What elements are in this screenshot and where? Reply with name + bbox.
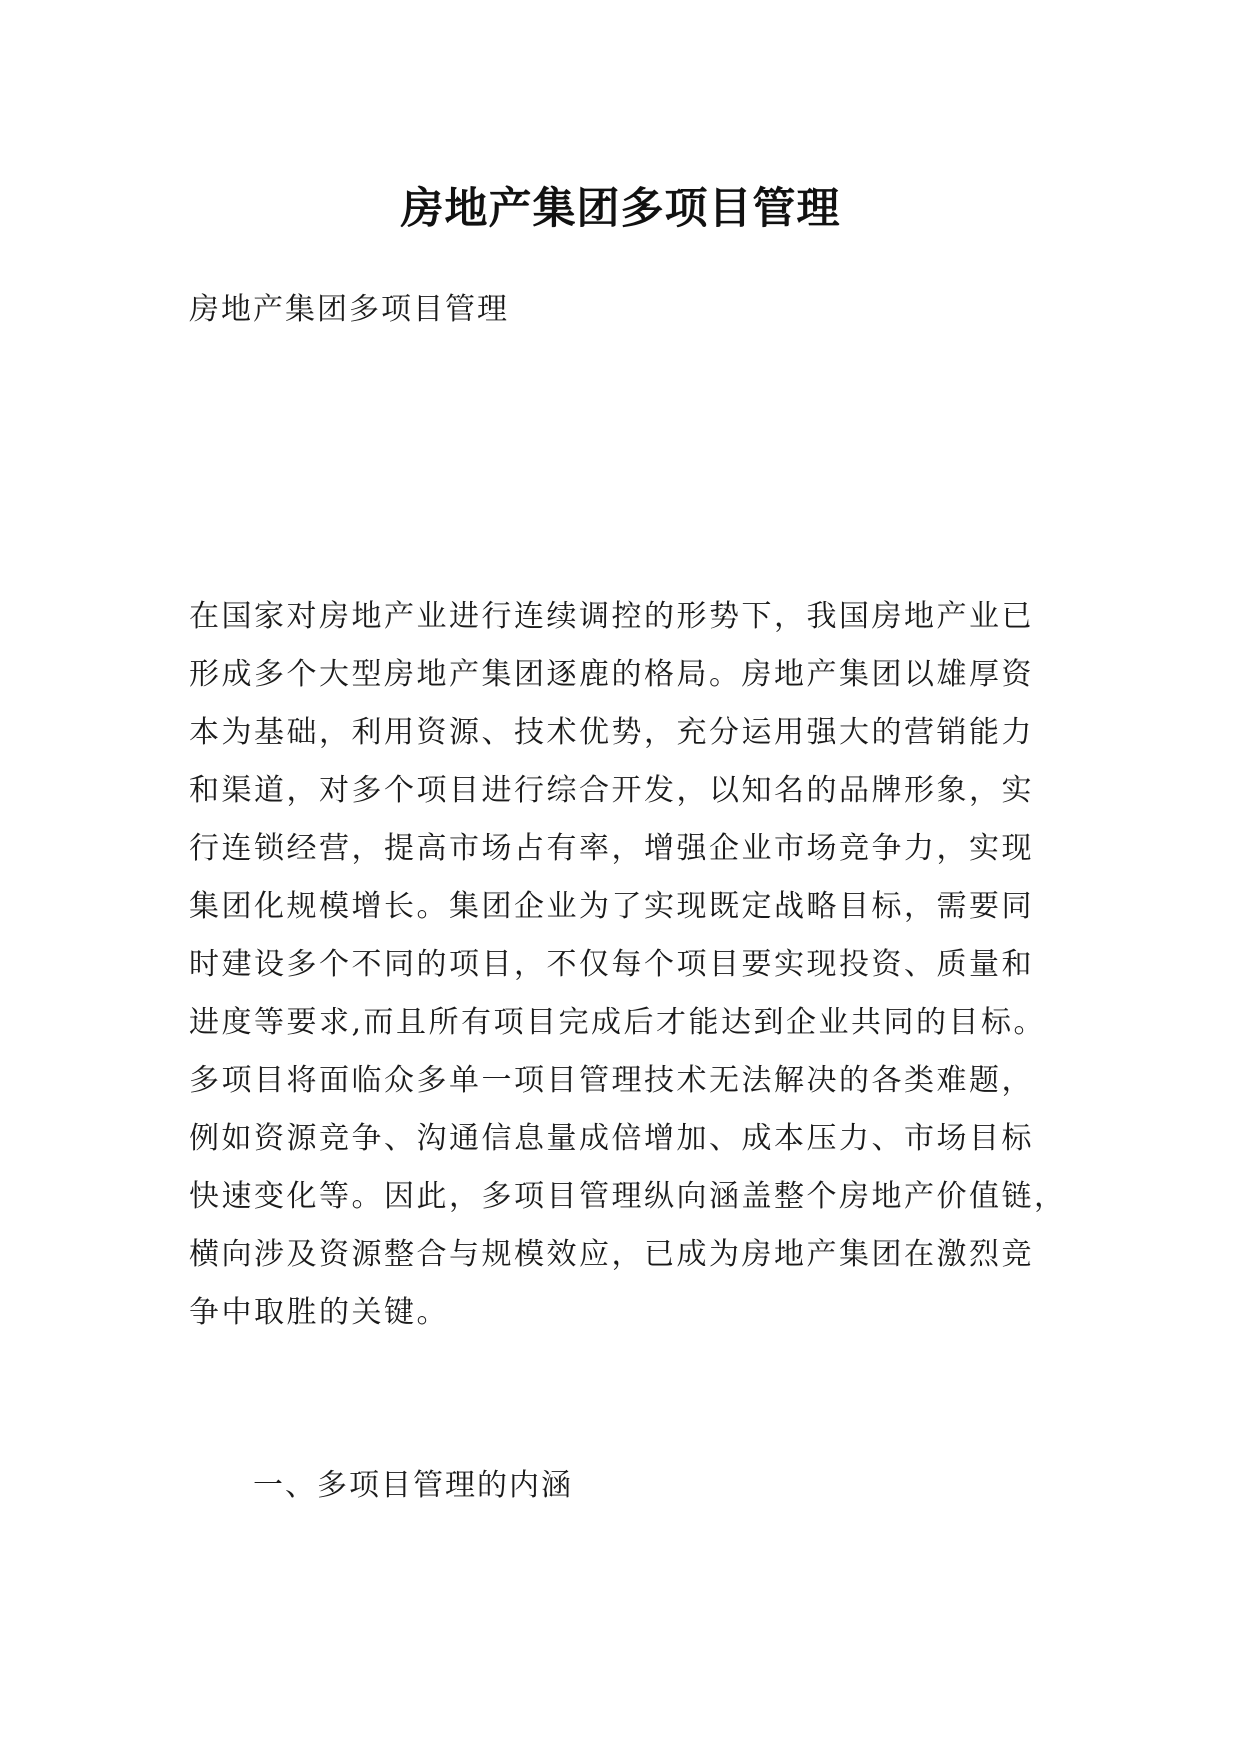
paragraph-line: 快速变化等。因此，多项目管理纵向涵盖整个房地产价值链，: [189, 1179, 1067, 1214]
section-heading: 一、多项目管理的内涵: [253, 1468, 573, 1503]
paragraph-line: 例如资源竞争、沟通信息量成倍增加、成本压力、市场目标: [189, 1121, 1034, 1156]
paragraph-line: 形成多个大型房地产集团逐鹿的格局。房地产集团以雄厚资: [189, 657, 1034, 692]
paragraph-line: 和渠道，对多个项目进行综合开发，以知名的品牌形象，实: [189, 773, 1034, 808]
body-paragraph: [189, 588, 1067, 1342]
paragraph-line: 多项目将面临众多单一项目管理技术无法解决的各类难题，: [189, 1063, 1034, 1098]
paragraph-line: 在国家对房地产业进行连续调控的形势下，我国房地产业已: [189, 599, 1034, 634]
document-subtitle: 房地产集团多项目管理: [189, 292, 509, 327]
paragraph-line: 争中取胜的关键。: [189, 1295, 449, 1330]
paragraph-line: 本为基础，利用资源、技术优势，充分运用强大的营销能力: [189, 715, 1034, 750]
document-title: 房地产集团多项目管理: [400, 183, 841, 234]
paragraph-line: 横向涉及资源整合与规模效应，已成为房地产集团在激烈竞: [189, 1237, 1034, 1272]
paragraph-line: 进度等要求,而且所有项目完成后才能达到企业共同的目标。: [189, 1005, 1047, 1040]
paragraph-line: 集团化规模增长。集团企业为了实现既定战略目标，需要同: [189, 889, 1034, 924]
paragraph-line: 行连锁经营，提高市场占有率，增强企业市场竞争力，实现: [189, 831, 1034, 866]
paragraph-line: 时建设多个不同的项目，不仅每个项目要实现投资、质量和: [189, 947, 1034, 982]
